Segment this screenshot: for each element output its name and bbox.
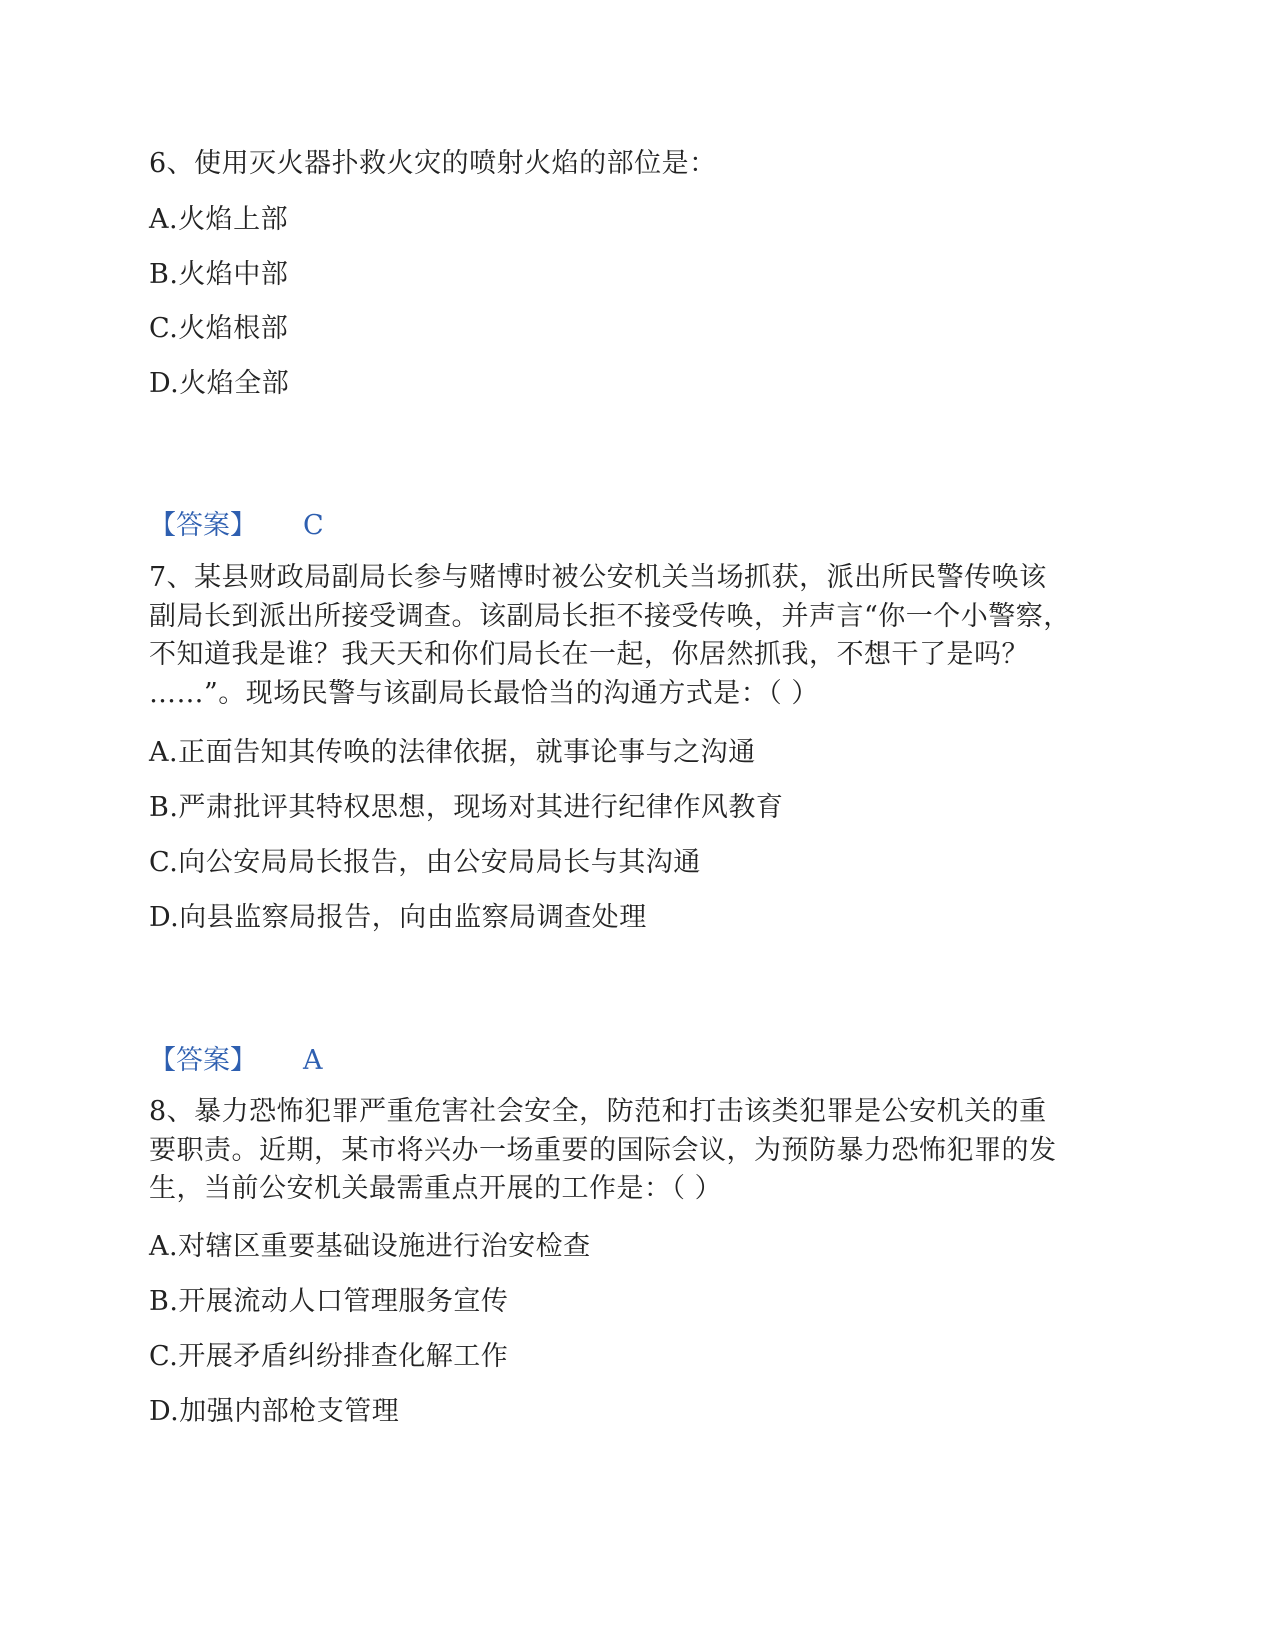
question-6-option-c: C.火焰根部	[149, 313, 289, 344]
question-7-stem-line: 不知道我是谁？我天天和你们局长在一起，你居然抓我，不想干了是吗？	[149, 639, 1029, 670]
question-7-stem	[149, 559, 1109, 713]
answer-value: C	[303, 510, 324, 541]
question-6-stem: 6、使用灭火器扑救火灾的喷射火焰的部位是：	[149, 148, 717, 179]
question-6-option-a: A.火焰上部	[149, 204, 289, 235]
question-7-stem-line: 7、某县财政局副局长参与赌博时被公安机关当场抓获，派出所民警传唤该	[149, 562, 1047, 593]
question-6-option-b: B.火焰中部	[149, 259, 289, 290]
question-7-option-c: C.向公安局局长报告，由公安局局长与其沟通	[149, 847, 701, 878]
question-6-answer	[149, 508, 324, 544]
question-8-stem-line: 8、暴力恐怖犯罪严重危害社会安全，防范和打击该类犯罪是公安机关的重	[149, 1096, 1047, 1127]
question-8-option-c: C.开展矛盾纠纷排查化解工作	[149, 1341, 509, 1372]
question-7-option-a: A.正面告知其传唤的法律依据，就事论事与之沟通	[149, 737, 756, 768]
answer-value: A	[303, 1045, 323, 1076]
question-6-option-d: D.火焰全部	[149, 368, 290, 399]
answer-tag: 【答案】	[149, 1045, 257, 1076]
question-7-stem-line: 副局长到派出所接受调查。该副局长拒不接受传唤，并声言“你一个小警察，	[149, 600, 1071, 632]
question-8-option-b: B.开展流动人口管理服务宣传	[149, 1286, 509, 1317]
answer-tag: 【答案】	[149, 510, 257, 541]
question-7-answer	[149, 1043, 323, 1079]
question-8-stem-line: 生，当前公安机关最需重点开展的工作是：（ ）	[149, 1173, 723, 1204]
question-7-option-b: B.严肃批评其特权思想，现场对其进行纪律作风教育	[149, 792, 784, 823]
question-8-stem-line: 要职责。近期，某市将兴办一场重要的国际会议，为预防暴力恐怖犯罪的发	[149, 1134, 1057, 1166]
question-8-option-a: A.对辖区重要基础设施进行治安检查	[149, 1231, 591, 1262]
question-7-stem-line: ……”。现场民警与该副局长最恰当的沟通方式是：（ ）	[149, 677, 819, 709]
question-8-stem	[149, 1093, 1109, 1209]
question-7-option-d: D.向县监察局报告，向由监察局调查处理	[149, 902, 647, 933]
question-8-option-d: D.加强内部枪支管理	[149, 1396, 400, 1427]
